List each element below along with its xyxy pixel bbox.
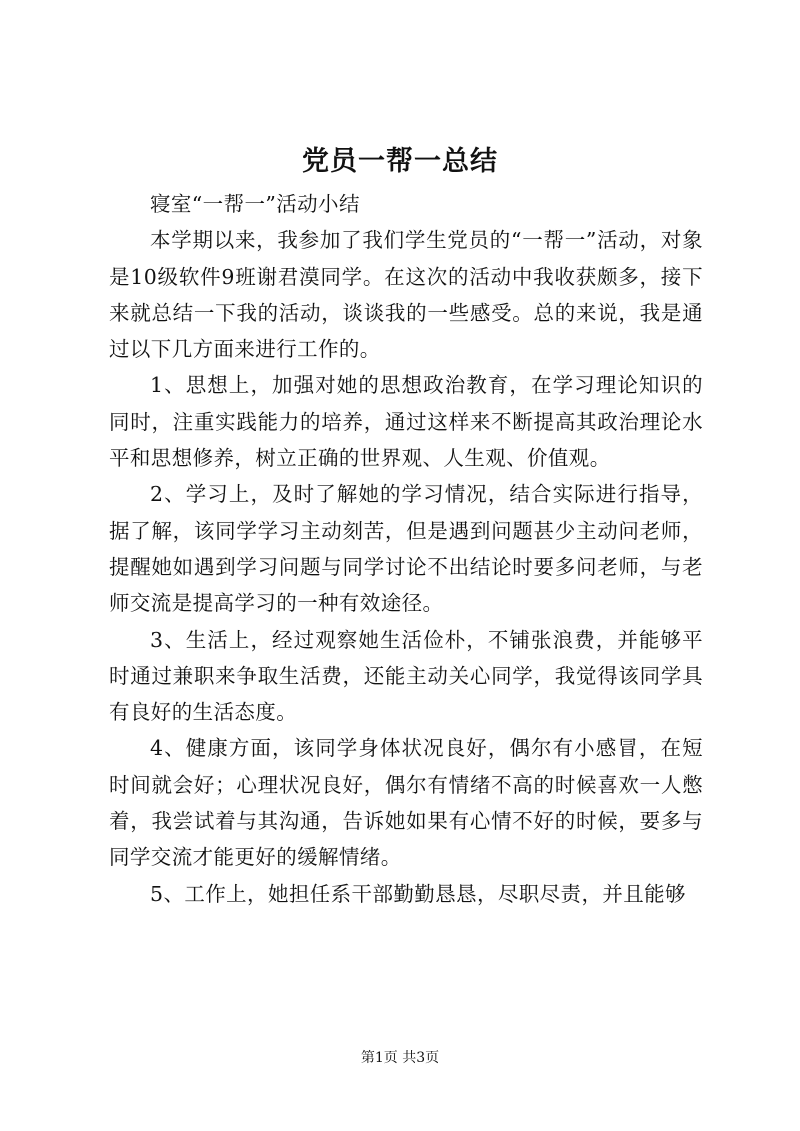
subtitle-paragraph: 寝室“一帮一”活动小结 <box>150 192 360 216</box>
paragraph-ideology: 1、思想上，加强对她的思想政治教育，在学习理论知识的同时，注重实践能力的培养，通过这样来不断提高其政治理论水平和思想修养，树立正确的世界观、人生观、价值观。 <box>109 373 703 471</box>
intro-paragraph: 本学期以来，我参加了我们学生党员的“一帮一”活动，对象是10级软件9班谢君漠同学。在这次的活动中我收获颇多，接下来就总结一下我的活动，谈谈我的一些感受。总的来说，我是通过以下几方面来进行工作的。 <box>109 228 703 362</box>
document-title: 党员一帮一总结 <box>302 146 498 177</box>
document-body <box>109 186 703 912</box>
paragraph-study: 2、学习上，及时了解她的学习情况，结合实际进行指导，据了解，该同学学习主动刻苦，但是遇到问题甚少主动问老师，提醒她如遇到学习问题与同学讨论不出结论时要多问老师，与老师交流是提高学习的一种有效途径。 <box>109 482 703 616</box>
paragraph-life: 3、生活上，经过观察她生活俭朴，不铺张浪费，并能够平时通过兼职来争取生活费，还能主动关心同学，我觉得该同学具有良好的生活态度。 <box>109 627 703 725</box>
paragraph-work: 5、工作上，她担任系干部勤勤恳恳，尽职尽责，并且能够 <box>150 881 686 906</box>
paragraph-health: 4、健康方面，该同学身体状况良好，偶尔有小感冒，在短时间就会好；心理状况良好，偶尔有情绪不高的时候喜欢一人憋着，我尝试着与其沟通，告诉她如果有心情不好的时候，要多与同学交流才能更好的缓解情绪。 <box>109 736 703 870</box>
page-number-footer: 第1页 共3页 <box>360 1050 440 1066</box>
